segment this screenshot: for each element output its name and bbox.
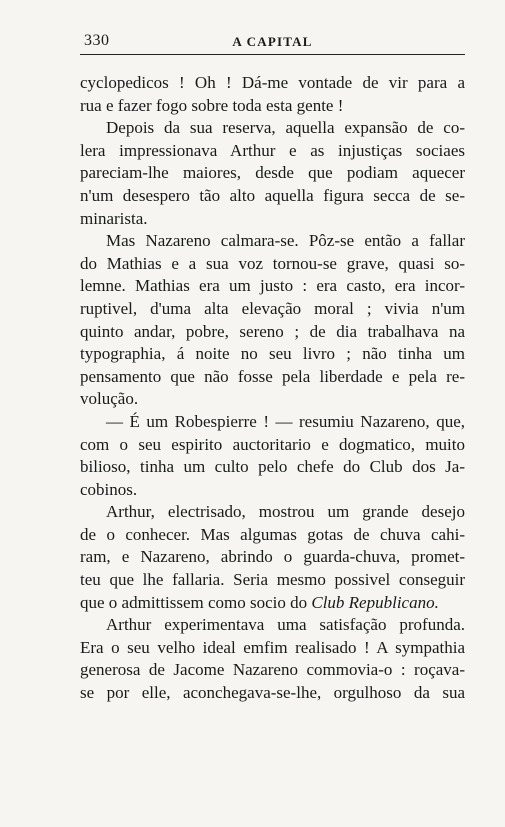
text-line (80, 614, 465, 637)
text-line (80, 162, 465, 185)
text-line (80, 411, 465, 434)
text-line (80, 275, 465, 298)
text-line-content: cyclopedicos ! Oh ! Dá-me vontade de vir para a (80, 73, 465, 92)
text-line (80, 95, 465, 118)
text-line-content: ruptivel, d'uma alta elevação moral ; vivia n'um (80, 298, 465, 318)
body-text (80, 72, 465, 705)
text-line (80, 659, 465, 682)
page-header (80, 32, 465, 55)
text-line (80, 388, 465, 411)
text-line-content: ram, e Nazareno, abrindo o guarda-chuva, promet- (80, 547, 465, 567)
text-line-content: volução. (80, 389, 139, 409)
text-line (80, 117, 465, 140)
text-line-content: Arthur, electrisado, mostrou um grande desejo (106, 502, 465, 522)
text-line-content: rua e fazer fogo sobre toda esta gente ! (80, 95, 344, 115)
text-line (80, 253, 465, 276)
text-line (80, 592, 465, 615)
running-title: A CAPITAL (232, 34, 313, 49)
page-number: 330 (84, 32, 110, 49)
text-line-content: typographia, á noite no seu livro ; não tinha um (80, 344, 465, 364)
text-line (80, 185, 465, 208)
text-line (80, 298, 465, 321)
text-line-content: pensamento que não fosse pela liberdade e pela re- (80, 366, 465, 386)
text-line-content: bilioso, tinha um culto pelo chefe do Club dos Ja- (80, 457, 465, 477)
text-line-content: teu que lhe fallaria. Seria mesmo possivel conseguir (80, 570, 465, 590)
text-line-content: — É um Robespierre ! — resumiu Nazareno, que, (106, 411, 465, 431)
text-line-content: n'um desespero tão alto aquella figura secca de se- (80, 185, 465, 205)
text-line (80, 366, 465, 389)
text-line-content: que o admittissem como socio do (80, 592, 312, 612)
text-line-content: Era o seu velho ideal emfim realisado ! A sympathia (80, 637, 465, 657)
text-line (80, 140, 465, 163)
text-line-content: Depois da sua reserva, aquella expansão de co- (106, 118, 465, 138)
text-line-content: se por elle, aconchegava-se-lhe, orgulhoso da sua (80, 683, 465, 703)
text-line (80, 72, 465, 95)
text-line-content: Arthur experimentava uma satisfação profunda. (106, 615, 465, 635)
text-line (80, 479, 465, 502)
italic-title: Club Republicano. (311, 592, 439, 612)
text-line-content: Mas Nazareno calmara-se. Pôz-se então a fallar (106, 231, 465, 251)
text-line-content: quinto andar, pobre, sereno ; de dia trabalhava na (80, 321, 465, 341)
text-line-content: com o seu espirito auctoritario e dogmatico, muito (80, 434, 465, 454)
text-line (80, 637, 465, 660)
text-line (80, 546, 465, 569)
text-line (80, 343, 465, 366)
text-line (80, 682, 465, 705)
text-line (80, 456, 465, 479)
text-line (80, 524, 465, 547)
text-line-content: do Mathias e a sua voz tornou-se grave, quasi so- (80, 253, 465, 273)
text-line (80, 321, 465, 344)
text-line (80, 501, 465, 524)
text-line-content: generosa de Jacome Nazareno commovia-o : roçava- (80, 660, 465, 680)
text-line-content: de o conhecer. Mas algumas gotas de chuva cahi- (80, 524, 465, 544)
text-line (80, 434, 465, 457)
text-line-content: cobinos. (80, 479, 138, 499)
text-line (80, 230, 465, 253)
text-line (80, 208, 465, 231)
text-line-content: minarista. (80, 208, 148, 228)
text-line-content: pareciam-lhe maiores, desde que podiam aquecer (80, 163, 465, 183)
text-line-content: lemne. Mathias era um justo : era casto, era incor- (80, 276, 465, 296)
text-line (80, 569, 465, 592)
text-line-content: lera impressionava Arthur e as injustiças sociaes (80, 140, 465, 160)
